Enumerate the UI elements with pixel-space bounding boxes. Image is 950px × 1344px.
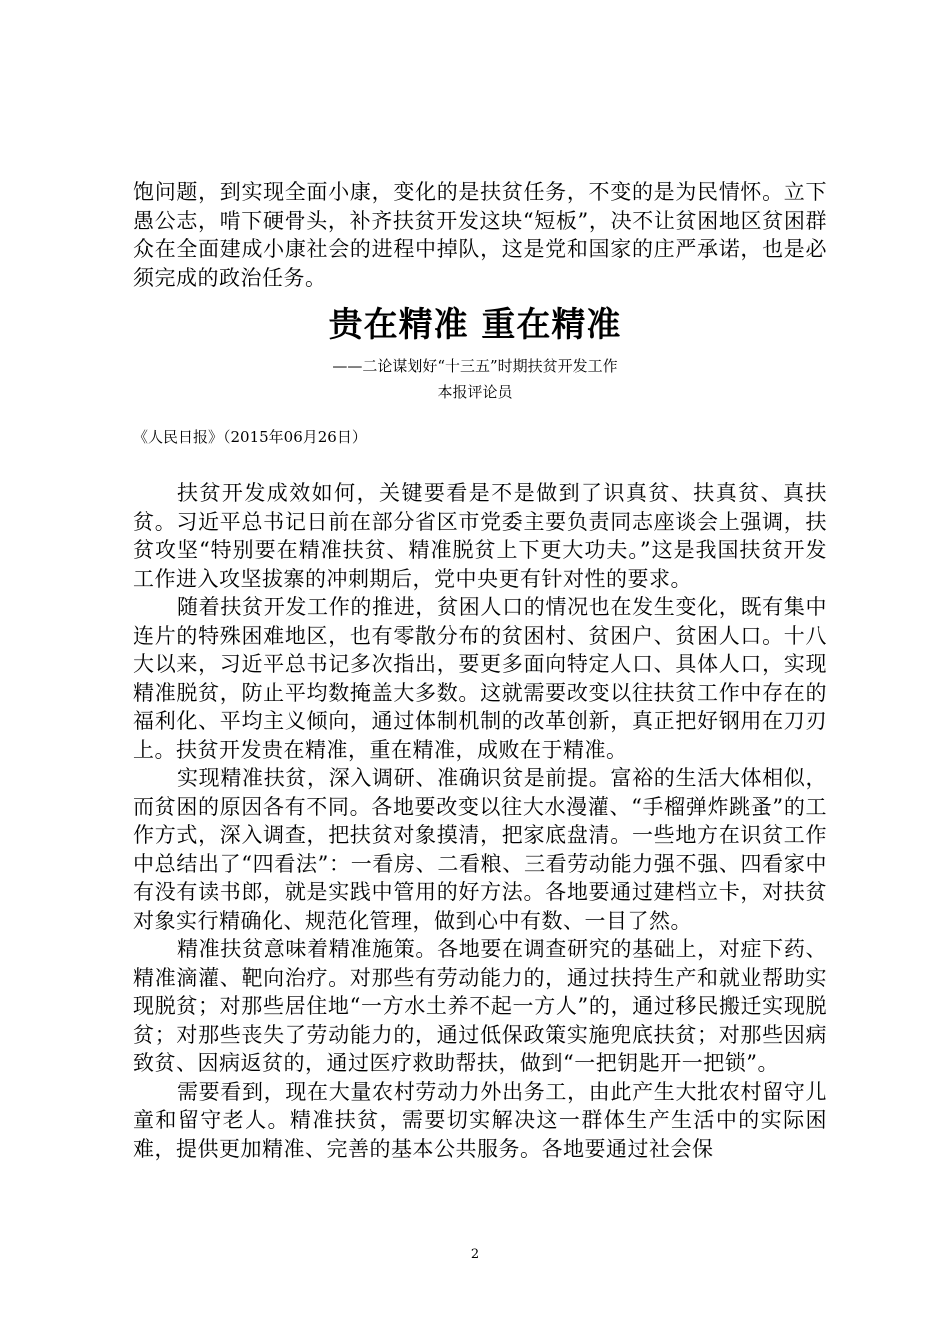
article-paragraph: 扶贫开发成效如何，关键要看是不是做到了识真贫、扶真贫、真扶贫。习近平总书记日前在部分省区市党委主要负责同志座谈会上强调，扶贫攻坚“特别要在精准扶贫、精准脱贫上下更大功夫。”这是我国扶贫开发工作进入攻坚拔寨的冲刺期后，党中央更有针对性的要求。	[133, 481, 827, 591]
article-paragraph: 实现精准扶贫，深入调研、准确识贫是前提。富裕的生活大体相似，而贫困的原因各有不同。各地要改变以往大水漫灌、“手榴弹炸跳蚤”的工作方式，深入调查，把扶贫对象摸清，把家底盘清。一些地方在识贫工作中总结出了“四看法”：一看房、二看粮、三看劳动能力强不强、四看家中有没有读书郎，就是实践中管用的好方法。各地要通过建档立卡，对扶贫对象实行精确化、规范化管理，做到心中有数、一目了然。	[133, 766, 827, 933]
article-body	[133, 479, 827, 1163]
article-subtitle: ——二论谋划好“十三五”时期扶贫开发工作	[332, 357, 618, 375]
page-number: 2	[470, 1247, 480, 1262]
intro-text-block	[133, 178, 827, 292]
article-title: 贵在精准 重在精准	[328, 305, 622, 345]
article-source: 《人民日报》（2015年06月26日）	[133, 428, 367, 446]
article-paragraph: 随着扶贫开发工作的推进，贫困人口的情况也在发生变化，既有集中连片的特殊困难地区，也有零散分布的贫困村、贫困户、贫困人口。十八大以来，习近平总书记多次指出，要更多面向特定人口、具体人口，实现精准脱贫，防止平均数掩盖大多数。这就需要改变以往扶贫工作中存在的福利化、平均主义倾向，通过体制机制的改革创新，真正把好钢用在刀刃上。扶贫开发贵在精准，重在精准，成败在于精准。	[133, 595, 827, 762]
article-byline: 本报评论员	[437, 383, 513, 401]
article-paragraph: 需要看到，现在大量农村劳动力外出务工，由此产生大批农村留守儿童和留守老人。精准扶贫，需要切实解决这一群体生产生活中的实际困难，提供更加精准、完善的基本公共服务。各地要通过社会保	[133, 1079, 827, 1161]
article-paragraph: 精准扶贫意味着精准施策。各地要在调查研究的基础上，对症下药、精准滴灌、靶向治疗。对那些有劳动能力的，通过扶持生产和就业帮助实现脱贫；对那些居住地“一方水土养不起一方人”的，通过移民搬迁实现脱贫；对那些丧失了劳动能力的，通过低保政策实施兜底扶贫；对那些因病致贫、因病返贫的，通过医疗救助帮扶，做到“一把钥匙开一把锁”。	[133, 937, 827, 1075]
intro-paragraph: 饱问题，到实现全面小康，变化的是扶贫任务，不变的是为民情怀。立下愚公志，啃下硬骨头，补齐扶贫开发这块“短板”，决不让贫困地区贫困群众在全面建成小康社会的进程中掉队，这是党和国家的庄严承诺，也是必须完成的政治任务。	[133, 180, 827, 290]
